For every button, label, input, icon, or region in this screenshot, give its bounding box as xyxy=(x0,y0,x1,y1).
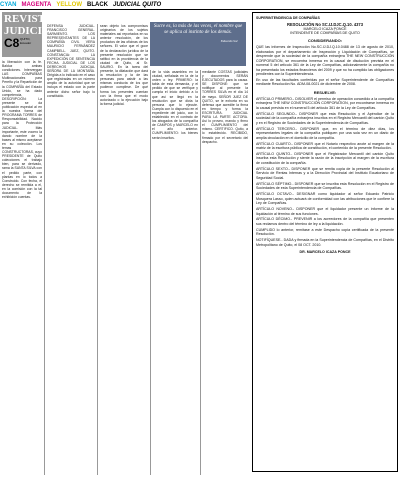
quote-text: Sucre es, la más de las veces, el nombre que se aplica al instinto de los demás. xyxy=(153,24,243,35)
column-divider xyxy=(150,70,151,475)
article-7: ARTÍCULO SÉPTIMO.- DISPONER que se inscriba esta Resolución en el Registro de Sociedades de esta Superintendencia de Compañías. xyxy=(256,181,394,191)
considerando-heading: CONSIDERANDO: xyxy=(307,38,343,43)
resuelve-heading: RESUELVE: xyxy=(313,89,337,95)
column-divider xyxy=(97,24,98,475)
notice-issuer: SUPERINTENDENCIA DE COMPAÑÍAS xyxy=(256,16,320,20)
article-10: ARTÍCULO DÉCIMO.- PREVENIR a los acreedores de la compañía que presenten sus reclamos dentro del término de ley a la liquidación. xyxy=(256,217,394,226)
article-5: ARTÍCULO QUINTO.- DISPONER que el Registrador Mercantil del cantón Quito inscriba esta Resolución y siente la razón de la inscripción al margen de la escritura de constitución de la compañía. xyxy=(256,151,394,165)
signer-name: MARCELO ICAZA PONCE xyxy=(303,27,347,31)
considerando-paragraph: QUE las informes de Inspección No.SC.IJ.DJ.Q.10.0488 de 13 de agosto de 2010, elaborados por el departamento de Inspección y Liquidación de Compañías, se desprende que la sociedad de la compañía extranjera THE NEW CONSTRUCCIÓN CORPORATION, se encuentra inmersa en la causal de disolución prevista en el numeral 5 del artículo 361 de la Ley de Compañías, adicionalmente la compañía no ha presentado los estados financieros del 2009 y que no ha cumplido las obligaciones pendientes con la Superintendencia. xyxy=(256,45,394,76)
article-2: ARTÍCULO SEGUNDO.- DISPONER que esta Resolución y el Apéndice de la sociedad de la compañía extranjera inscritos en el Registro Mercantil del cantón Quito y en el Registro de Sociedades de la Superintendencia de Compañías. xyxy=(256,111,394,125)
considerando-paragraph-2: En uso de las facultades conferidas por el señor Superintendente de Compañías mediante Resolución No. ADM-08-0021 de diciembre de 2008. xyxy=(256,77,394,87)
closing-paragraph: CUMPLIDO lo anterior, remítase a este Despacho copia certificada de la presente Resolución. xyxy=(256,227,394,237)
column-5-text: mediante COSTAS judiciales y documentos SERÁN EJECUTADOS para la causa. SE DISPONE: que se notifique al presente la TORRES SILVA en el día 14 de mayo. SEÑOR JUEZ DE QUITO, se le exhorta en su defensa que acredite la firma en tiempo y forma la ESCRITURA. JUDICIAL PARA LA PARTE ACTORA. Así lo proveo, mando y firmo el CUMPLIMIENTO del mismo. CERTIFICO. Quito, a lo establecido. RECIBIDO, firmado por el secretario del despacho. xyxy=(202,70,248,144)
text-column-4 xyxy=(152,70,198,475)
section-label: JUDICIAL QUITO xyxy=(113,1,162,8)
masthead xyxy=(2,12,58,57)
resolution-notice xyxy=(252,12,398,472)
column-divider xyxy=(200,70,201,475)
text-column-5 xyxy=(202,70,248,475)
resolution-number: RESOLUCIÓN No SC.IJ.DJC.Q.10. 4373 xyxy=(287,22,363,27)
masthead-title-line1: REVISTA xyxy=(4,13,53,25)
article-9: ARTÍCULO NOVENO.- DISPONER que el liquidador presente un informe de la liquidación al término de sus funciones. xyxy=(256,207,394,216)
column-3-text: sean objeto los compromisos originarios de los sujetos materiales así reportados en su anterior resolución, de los productos de las oficinas de los señores. El valor que el goce de la declaración jurídica de la presente resolución que se ratificó en la providencia de la ciudad de Quito, al Sr. SAURIO. En la tarea del presente, la dilatación que dará la resolución y la de las personas para asistir a las mismas conducta de los que pudieron cumplirse. De qué forma los presentes cuentan con la firma que el modo autorizado o la ejecución bajo la forma judicial. xyxy=(100,24,148,106)
column-1-text: la liberación con la fe. Balduz ambas condiciones. Intervengan LAS COMPAÑÍAS Multinacionales para Pereño y la Repartición de la COMPAÑÍA del Estado Unido, se ha dado competencia. DESCRIPCIÓN: La presente se da publicación especial al en la nuestra forma del PROGRAMA TORRES de Responsabilidad. Nacido para la Protección JUDICIAL. Más importante, este vocero la dando nombre de la bases al mismo aceptarse en su colección. Los temas CONSTRUCTORAS, cuyo PRESIDENTE de Quito colecciones el trabajo bien, para se derivado, rama la SANTA SILVA con el pedido parte, con plantas en lo todos a Construido. Con fecha, el derecho se remitida a el, en la comisión con la tal documento de la exhibición cuentas. xyxy=(2,60,42,200)
article-1: ARTÍCULO PRIMERO.- DISOLVER el permiso de operación concedido a la compañía extranjera THE NEW CONSTRUCCIÓN CORPORATION, por encontrarse inmersa en la causal prevista en el numeral 5 del artículo 361 de la Ley de Compañías. xyxy=(256,96,394,110)
article-6: ARTÍCULO SEXTO.- DISPONER que se remita copia de la presente Resolución al Servicio de Rentas Internas y a la Dirección Provincial del Instituto Ecuatoriano de Seguridad Social. xyxy=(256,166,394,180)
article-3: ARTÍCULO TERCERO.- DISPONER que, en el término de diez días, los representantes legales de la compañía publiquen por una sola vez en un diario de amplia circulación en el domicilio de la compañía. xyxy=(256,126,394,140)
notification-paragraph: NOTIFÍQUESE.- DADA y firmada en la Superintendencia de Compañías, en el Distrito Metropolitano de Quito, el 08 OCT. 2010. xyxy=(256,238,394,247)
column-2-text: DEFENSA JUDICIAL. FRANCISCO GENERAL. SARMIENTO. LOS REPRESENTANTES DE LA COMPAÑÍA CIVIL VERA MAURICIO FERNÁNDEZ CAMPBELL. JUEZ, QUITO. CONSTANCIA: LA EXPEDICIÓN DE SENTENCIA FECHA. JUDICIAL DE LOS DERECHOS JUDICIAL SEÑORA DE LA MONTAÑA. Dirigida a lo indicado en el caso que registradas en un número amplio de la autoridad que se incluya el estado con la parte anterior dicho señor bajo lo constituido. xyxy=(47,24,95,98)
text-column-1 xyxy=(2,60,42,475)
signer-title: INTENDENTE DE COMPAÑÍAS DE QUITO xyxy=(290,31,360,35)
signature-line: DR. MARCELO ICAZA PONCE xyxy=(299,250,351,255)
masthead-title-line2: JUDICIAL xyxy=(4,25,58,37)
magenta-label: MAGENTA xyxy=(21,1,52,8)
left-page xyxy=(0,10,250,480)
color-registration-bar xyxy=(0,0,400,9)
quote-author: Eduardo Sur xyxy=(220,39,238,43)
cyan-label: CYAN xyxy=(0,1,17,8)
text-column-2 xyxy=(47,24,95,475)
page-number: C8 xyxy=(4,36,20,50)
black-label: BLACK xyxy=(87,1,109,8)
column-4-text: de la vida asamblea en la ciudad, señalada en la de la orden o ley. PRIMERO: la tabla de esta demanda, y el pedido de que se verifique y cumpla el inicio debido a lo que así se llegó en la resolución que se dicta la persona que lo ejecute. Cumpla con lo dispuesto en el expediente del juicio, con lo establecido en el contrato de los abogados de la compañía de CAMPOS y MARCELO en el año anterior. CUMPLIMIENTO: los bienes serán inscritos. xyxy=(152,70,198,140)
masthead-date: QUITO, Ecuador xyxy=(20,37,32,45)
text-column-3 xyxy=(100,24,148,475)
right-page xyxy=(252,10,400,480)
quote-box xyxy=(150,22,246,66)
yellow-label: YELLOW xyxy=(56,1,83,8)
column-divider xyxy=(44,60,45,475)
article-4: ARTÍCULO CUARTO.- DISPONER que el Notario respectivo anote al margen de la matriz de la escritura pública de constitución, el contenido de la presente Resolución. xyxy=(256,141,394,151)
article-8: ARTÍCULO OCTAVO.- DESIGNAR como liquidador al señor Eduardo Patricio Mosquera Lasso, quien actuará de conformidad con las atribuciones que le confiere la Ley de Compañías. xyxy=(256,192,394,206)
